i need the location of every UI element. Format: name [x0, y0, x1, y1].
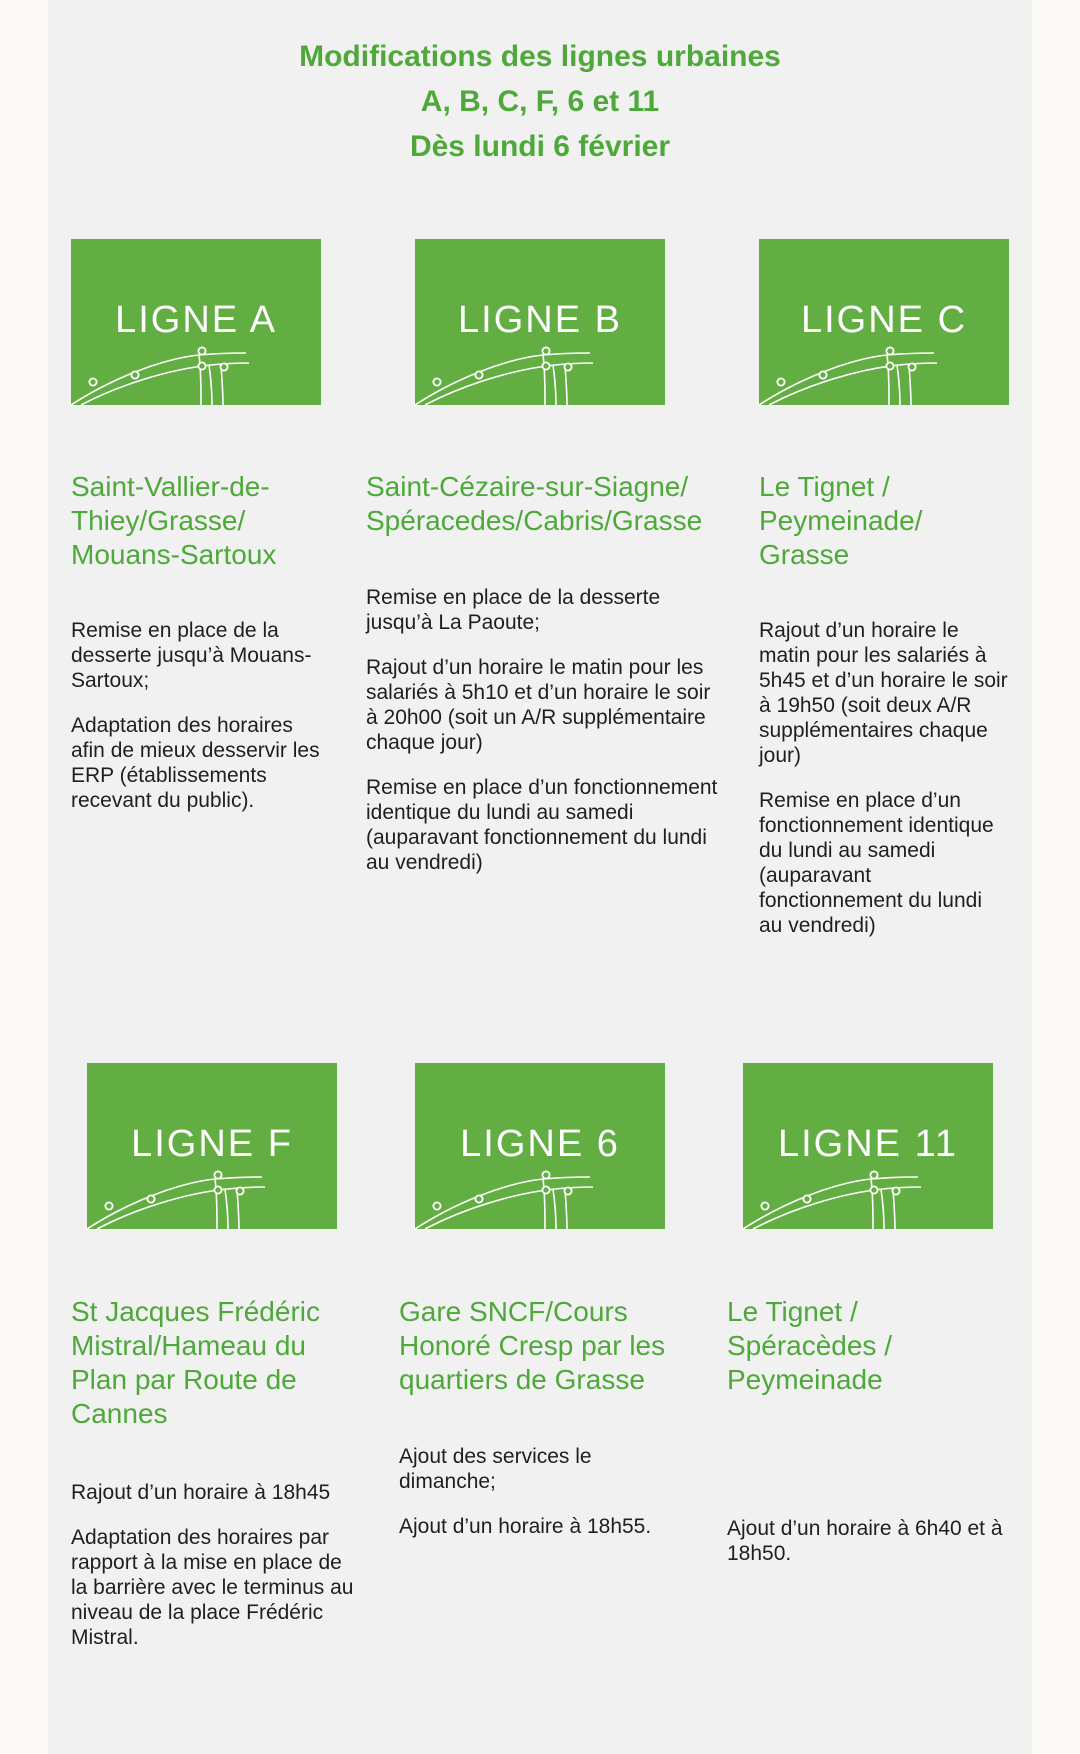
line-11-badge-label: LIGNE 11	[777, 1123, 959, 1165]
track-graphic-icon	[415, 239, 665, 405]
title-line-1: Modifications des lignes urbaines	[299, 40, 781, 73]
line-c-description	[759, 618, 1009, 958]
line-c-paragraph: Rajout d’un horaire le matin pour les salariés à 5h45 et d’un horaire le soir à 19h50 (soit deux A/R supplémentaires chaque jour)	[759, 619, 1008, 767]
line-b-badge-label: LIGNE B	[458, 299, 622, 341]
line-f-badge	[87, 1063, 337, 1229]
line-b-badge-wrap	[415, 239, 665, 405]
line-6-paragraph: Ajout d’un horaire à 18h55.	[399, 1515, 652, 1538]
title-line-2: A, B, C, F, 6 et 11	[420, 85, 660, 118]
line-a-route: Saint-Vallier-de-Thiey/Grasse/ Mouans-Sartoux	[71, 471, 277, 570]
line-11-description	[727, 1516, 1007, 1586]
line-f-description	[71, 1480, 361, 1670]
line-11-badge-wrap	[743, 1063, 993, 1229]
line-a-paragraph: Remise en place de la desserte jusqu’à Mouans-Sartoux;	[71, 619, 312, 692]
line-b-paragraph: Rajout d’un horaire le matin pour les salariés à 5h10 et d’un horaire le soir à 20h00 (soit un A/R supplémentaire chaque jour)	[366, 656, 711, 754]
line-c-badge	[759, 239, 1009, 405]
line-6-badge	[415, 1063, 665, 1229]
line-f-route: St Jacques Frédéric Mistral/Hameau du Plan par Route de Cannes	[71, 1296, 320, 1429]
title-line-3: Dès lundi 6 février	[409, 130, 671, 163]
line-6-description	[399, 1444, 669, 1559]
line-c-badge-wrap	[759, 239, 1009, 405]
line-f-paragraph: Rajout d’un horaire à 18h45	[71, 1481, 331, 1504]
line-11-route: Le Tignet / Spéracèdes / Peymeinade	[727, 1296, 892, 1395]
line-6-paragraph: Ajout des services le dimanche;	[399, 1445, 592, 1493]
line-a-badge-label: LIGNE A	[115, 299, 277, 341]
line-6-badge-wrap	[415, 1063, 665, 1229]
track-graphic-icon	[71, 239, 321, 405]
line-f-badge-wrap	[87, 1063, 337, 1229]
line-b-paragraph: Remise en place de la desserte jusqu’à La Paoute;	[366, 586, 661, 634]
line-6-badge-label: LIGNE 6	[460, 1123, 620, 1165]
line-6-route: Gare SNCF/Cours Honoré Cresp par les quartiers de Grasse	[399, 1296, 666, 1395]
page-title	[48, 34, 1032, 169]
track-graphic-icon	[759, 239, 1009, 405]
line-b-paragraph: Remise en place d’un fonctionnement identique du lundi au samedi (auparavant fonctionnement du lundi au vendredi)	[366, 776, 718, 874]
line-f-badge-label: LIGNE F	[131, 1123, 293, 1165]
line-b-route: Saint-Cézaire-sur-Siagne/ Spéracedes/Cabris/Grasse	[366, 471, 703, 536]
track-graphic-icon	[87, 1063, 337, 1229]
line-a-paragraph: Adaptation des horaires afin de mieux desservir les ERP (établissements recevant du public).	[71, 714, 320, 812]
track-graphic-icon	[743, 1063, 993, 1229]
line-a-description	[71, 618, 331, 833]
line-c-paragraph: Remise en place d’un fonctionnement identique du lundi au samedi (auparavant fonctionnement du lundi au vendredi)	[759, 789, 994, 937]
line-b-description	[366, 585, 721, 895]
line-c-route: Le Tignet / Peymeinade/ Grasse	[759, 471, 923, 570]
line-11-badge	[743, 1063, 993, 1229]
line-a-badge-wrap	[71, 239, 321, 405]
line-f-paragraph: Adaptation des horaires par rapport à la mise en place de la barrière avec le terminus au niveau de la place Frédéric Mistral.	[71, 1526, 354, 1649]
track-graphic-icon	[415, 1063, 665, 1229]
line-b-badge	[415, 239, 665, 405]
line-11-paragraph: Ajout d’un horaire à 6h40 et à 18h50.	[727, 1517, 1003, 1565]
line-a-badge	[71, 239, 321, 405]
line-c-badge-label: LIGNE C	[800, 299, 968, 341]
